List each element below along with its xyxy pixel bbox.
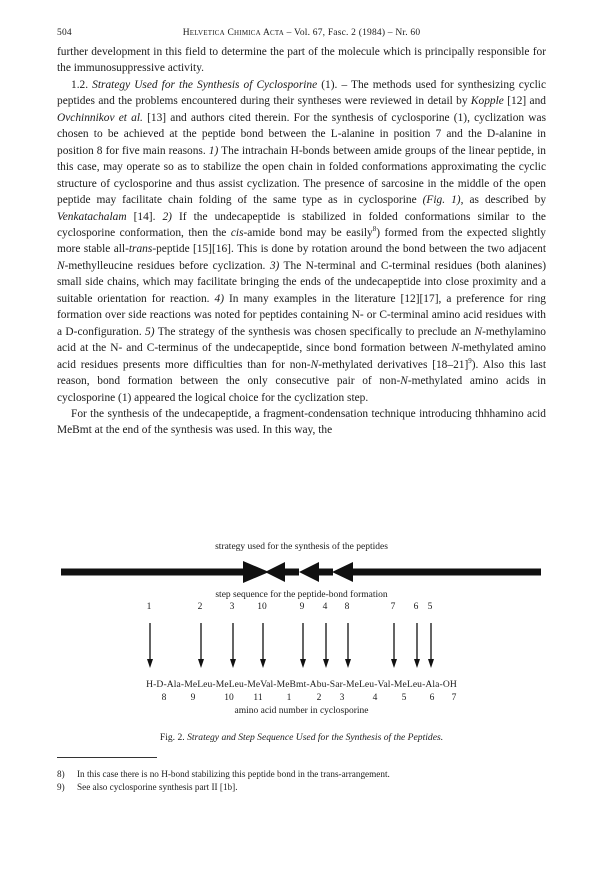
step-number: 2 — [197, 602, 203, 612]
arrow-shaft-left-3 — [352, 569, 541, 576]
reason-number: 4) — [214, 292, 224, 305]
text-run: ) formed from the expected slightly more stable all- — [57, 226, 546, 256]
footnote-mark: 9) — [57, 782, 65, 792]
step-arrow-head — [345, 659, 351, 668]
footnote-ref-9: 9 — [468, 356, 472, 365]
arrow-shaft-left-1 — [284, 569, 299, 576]
reason-number: 2) — [162, 210, 172, 223]
residue-number: 10 — [224, 693, 234, 703]
residue-number: 11 — [253, 693, 263, 703]
arrow-head-left-2 — [299, 562, 319, 582]
residue-number: 1 — [286, 693, 292, 703]
residue-number: 6 — [429, 693, 435, 703]
text-run: In many examples in the literature [12][17], a preference for ring formation over side reactions was noted for peptides containing N- or C-terminal amino acid residues with a D-configuration. — [57, 292, 546, 338]
step-number: 3 — [229, 602, 235, 612]
step-number: 6 — [413, 602, 419, 612]
section-title: Strategy Used for the Synthesis of Cyclosporine — [92, 78, 318, 91]
footnote-mark: 8) — [57, 769, 65, 779]
step-arrow-head — [260, 659, 266, 668]
italic-term: cis — [230, 226, 244, 239]
text-run: -methylated amino acids in cyclosporine (1) appeared the logical choice for the cyclization step. — [57, 375, 546, 404]
page-number: 504 — [57, 28, 72, 38]
residue-number: 2 — [316, 693, 322, 703]
caption-text: Strategy and Step Sequence Used for the Synthesis of the Peptides. — [187, 732, 444, 743]
author-name: Kopple — [470, 95, 504, 108]
residue-number: 7 — [451, 693, 457, 703]
strategy-label: strategy used for the synthesis of the peptides — [215, 542, 388, 552]
step-number: 5 — [427, 602, 433, 612]
paragraph-1: further development in this field to determine the part of the molecule which is principally responsible for the immunosuppressive activity. — [57, 46, 546, 75]
text-run: -methylleucine residues before cyclization. — [64, 259, 270, 272]
text-run: ). Also this last reason, bond formation between the only consecutive pair of non- — [57, 358, 546, 388]
text-run: (1). – The methods used for synthesizing cyclic peptides and the problems encountered during their syntheses were reviewed in detail by — [57, 78, 546, 108]
footnote-rule — [57, 757, 157, 758]
figure-2 — [57, 540, 546, 750]
journal-name: Helvetica Chimica Acta — [182, 28, 285, 38]
step-number: 1 — [146, 602, 152, 612]
figure-reference: (Fig. 1) — [422, 194, 461, 207]
text-run: -amide bond may be easily — [243, 226, 373, 239]
italic-term: N — [57, 259, 65, 272]
text-run: -methylamino acid at the N- and C-terminus of the undecapeptide, since bond formation between — [57, 325, 546, 355]
italic-term: N — [310, 358, 319, 371]
residue-label: amino acid number in cyclosporine — [234, 706, 369, 716]
running-header — [57, 28, 546, 42]
footnote-text: In this case there is no H-bond stabilizing this peptide bond in the trans-arrangement. — [77, 769, 390, 779]
italic-term: N — [451, 342, 460, 355]
italic-term: trans — [128, 243, 153, 256]
text-run: [12] and — [503, 95, 546, 108]
step-number: 7 — [390, 602, 396, 612]
footnote-ref-8: 8 — [372, 225, 377, 234]
step-arrow-head — [391, 659, 397, 668]
text-run: -methylated amino acid residues presents more difficulties than for non- — [57, 342, 546, 371]
italic-term: N — [474, 325, 483, 338]
arrow-shaft-left-2 — [318, 569, 333, 576]
journal-citation — [57, 28, 546, 38]
caption-prefix: Fig. 2. — [159, 732, 188, 743]
text-run: If the undecapeptide is stabilized in folded conformations similar to the cyclosporine conformation, then the — [57, 210, 546, 239]
residue-number: 4 — [372, 693, 378, 703]
reason-number: 3) — [269, 259, 280, 272]
text-run: The intrachain H-bonds between amide groups of the linear peptide, in this case, may operate so as to stabilize the open chain in folded conformations approximating the cyclic structure of cyclosporine and thus assist cyclization. The presence of sarcosine in the middle of the open peptide may facilitate chain folding of the same type as in cyclosporine — [57, 144, 546, 207]
author-name: Venkatachalam — [57, 210, 127, 223]
paragraph-2 — [57, 77, 546, 406]
author-name: Ovchinnikov et al. — [57, 111, 143, 124]
step-arrow-head — [198, 659, 204, 668]
step-number: 4 — [322, 602, 328, 612]
footnote-text: See also cyclosporine synthesis part II [1b]. — [77, 782, 238, 792]
peptide-sequence: H-D-Ala-MeLeu-MeLeu-MeVal-MeBmt-Abu-Sar-MeLeu-Val-MeLeu-Ala-OH — [146, 679, 457, 690]
step-arrow-head — [300, 659, 306, 668]
step-number: 9 — [299, 602, 305, 612]
paragraph-3: For the synthesis of the undecapeptide, a fragment-condensation technique introducing thhhamino acid MeBmt at the end of the synthesis was used. In this way, the — [57, 407, 546, 437]
residue-number: 5 — [401, 693, 407, 703]
text-run: The strategy of the synthesis was chosen specifically to preclude an — [154, 325, 475, 338]
section-number: 1.2. — [71, 78, 93, 91]
text-run: [14]. — [126, 210, 163, 223]
arrow-head-left-3 — [332, 562, 353, 582]
step-arrow-head — [428, 659, 434, 668]
step-label: step sequence for the peptide-bond formation — [215, 590, 388, 600]
strategy-arrow-bar — [61, 561, 541, 583]
arrow-shaft-right — [61, 569, 245, 576]
italic-term: N — [400, 375, 408, 388]
reason-number: 1) — [208, 144, 219, 157]
step-arrow-head — [414, 659, 420, 668]
step-arrow-head — [230, 659, 236, 668]
text-run: -methylated derivatives [18–21] — [318, 358, 469, 371]
step-number: 8 — [344, 602, 350, 612]
figure-caption — [57, 732, 546, 743]
text-run: , as described by — [460, 194, 547, 207]
text-run: [13] and authors cited therein. For the synthesis of cyclosporine (1), cyclization was chosen to be achieved at the peptide bond between the L-alanine in position 7 and the D-alanine in position 8 for five main reasons. — [57, 111, 547, 157]
text-run: -peptide [15][16]. This is done by rotation around the bond between the two adjacent — [152, 243, 546, 256]
arrow-head-left-1 — [265, 562, 285, 582]
step-arrows — [147, 623, 434, 668]
step-arrow-head — [323, 659, 329, 668]
residue-number: 9 — [190, 693, 196, 703]
residue-number: 8 — [161, 693, 167, 703]
step-number: 10 — [257, 602, 267, 612]
text-run: The N-terminal and C-terminal residues (both alanines) small side chains, which may facilitate bringing the ends of the undecapeptide into close proximity and a suitable orientation for reaction. — [57, 259, 546, 305]
body-text — [57, 44, 546, 439]
journal-issue: – Vol. 67, Fasc. 2 (1984) – Nr. 60 — [284, 28, 421, 38]
reason-number: 5) — [145, 325, 155, 338]
step-arrow-head — [147, 659, 153, 668]
residue-number: 3 — [339, 693, 345, 703]
